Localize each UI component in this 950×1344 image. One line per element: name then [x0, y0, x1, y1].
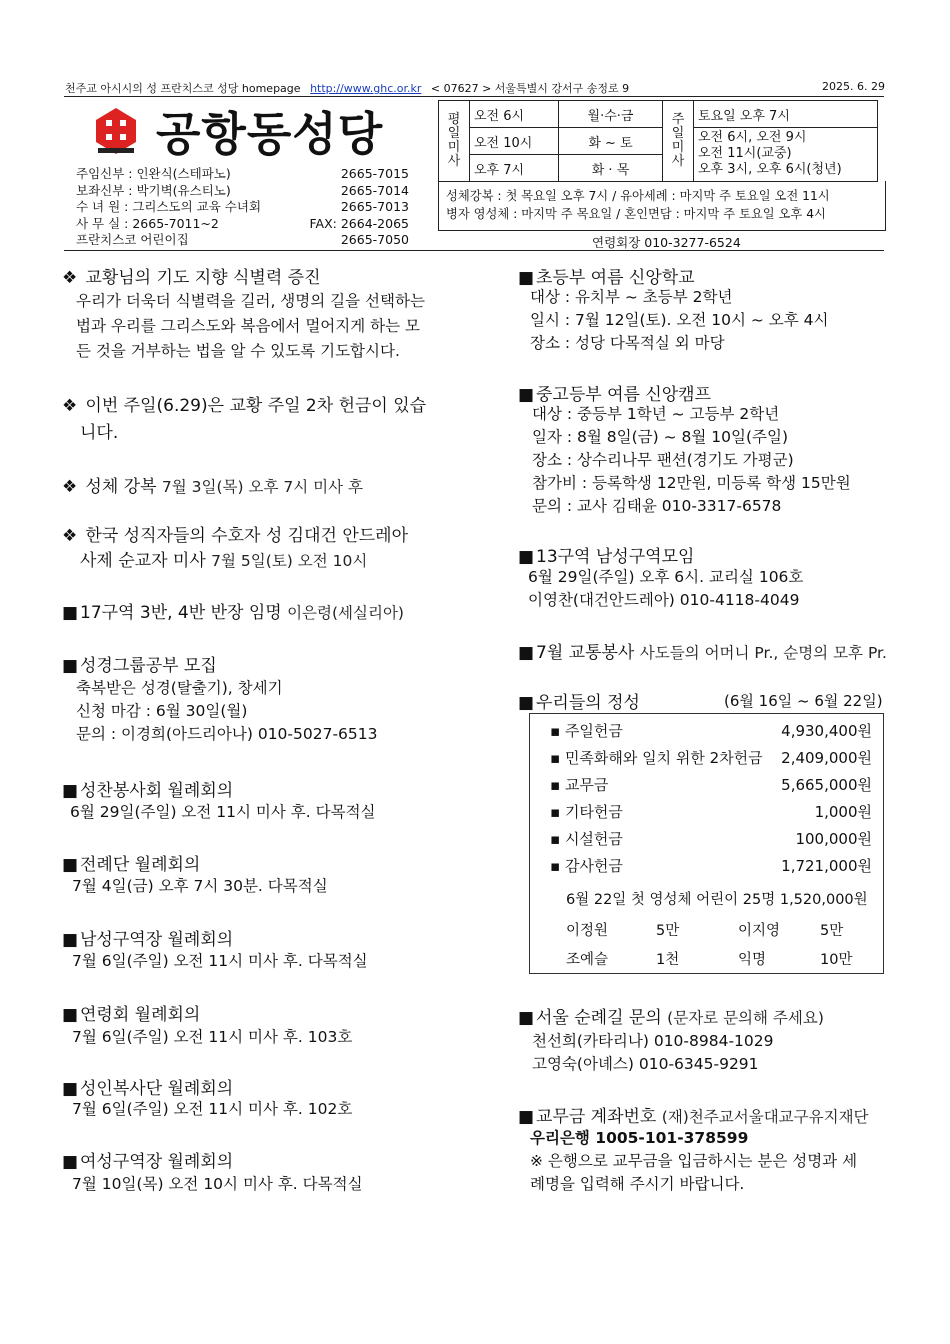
bank-account: 우리은행 1005-101-378599: [530, 1129, 749, 1147]
notice-body: 대상 : 중등부 1학년 ~ 고등부 2학년 일자 : 8월 8일(금) ~ 8월 10일(주일) 장소 : 상수리나무 팬션(경기도 가평군) 참가비 : 등록학생 12만원, 미등록 학생 15만원 문의 : 교사 김태윤 010-3317-6578: [532, 405, 851, 515]
weekday-mass-label: 평 일 미 사: [439, 101, 470, 182]
notice-body: 7월 6일(주일) 오전 11시 미사 후. 103호: [72, 1028, 353, 1046]
weekday-days: 화 ~ 토: [559, 128, 663, 155]
header-divider: [64, 96, 884, 97]
saturday-mass: 토요일 오후 7시: [694, 101, 878, 128]
notice-title: ■ 여성구역장 월례회의: [62, 1152, 234, 1172]
notice-title: ■ 성찬봉사회 월례회의: [62, 781, 234, 801]
notice-title: ■ 7월 교통봉사 사도들의 어머니 Pr., 순명의 모후 Pr.: [518, 643, 887, 663]
sunday-mass-label: 주 일 미 사: [663, 101, 694, 182]
notice-title: ■ 성경그룹공부 모집: [62, 656, 217, 676]
notice-title: ■ 성인복사단 월례회의: [62, 1079, 234, 1099]
offering-row: ▪ 시설헌금 100,000원: [550, 830, 872, 848]
parish-info-line: [65, 80, 629, 96]
notice-title: ■ 교무금 계좌번호 (재)천주교서울대교구유지재단: [518, 1107, 869, 1127]
notice-title: ❖ 교황님의 기도 지향 식별력 증진: [62, 268, 321, 288]
notice-body: 7월 6일(주일) 오전 11시 미사 후. 102호: [72, 1100, 353, 1118]
notice-body: 7월 4일(금) 오후 7시 30분. 다목적실: [72, 877, 328, 895]
notice-body: ※ 은행으로 교무금을 입금하시는 분은 성명과 세 례명을 입력해 주시기 바랍니다.: [530, 1152, 858, 1193]
notice-body: 7월 10일(목) 오전 10시 미사 후. 다목적실: [72, 1175, 363, 1193]
notice-title: ■ 중고등부 여름 신앙캠프: [518, 385, 712, 405]
sacrament-info: [440, 187, 884, 223]
notice-title: ■ 17구역 3반, 4반 반장 임명 이은령(세실리아): [62, 603, 404, 623]
staff-row: 수 녀 원 : 그리스도의 교육 수녀회 2665-7013: [76, 199, 409, 215]
info-line: 병자 영성체 : 마지막 주 목요일 / 혼인면담 : 마지막 주 토요일 오후 4시: [446, 207, 826, 221]
notice-title: ❖ 한국 성직자들의 수호자 성 김대건 안드레아: [62, 526, 409, 546]
page-title: 공항동성당: [156, 107, 384, 161]
notice-body: 6월 29일(주일) 오전 11시 미사 후. 다목적실: [70, 803, 376, 821]
offering-row: ▪ 감사헌금 1,721,000원: [550, 857, 872, 875]
offering-row: ▪ 교무금 5,665,000원: [550, 776, 872, 794]
notice-title: ■ 연령회 월례회의: [62, 1005, 201, 1025]
notice-title: ❖ 이번 주일(6.29)은 교황 주일 2차 헌금이 있습: [62, 396, 427, 416]
notice-title: ■ 우리들의 정성: [518, 693, 640, 713]
mass-schedule-table: [438, 100, 878, 182]
staff-row: 프란치스코 어린이집 2665-7050: [76, 232, 409, 248]
offering-row: ▪ 주일헌금 4,930,400원: [550, 722, 872, 740]
notice-title-cont: 니다.: [80, 423, 119, 443]
notice-title: ■ 13구역 남성구역모임: [518, 547, 695, 567]
weekday-days: 화 · 목: [559, 155, 663, 182]
first-communion-note: 6월 22일 첫 영성체 어린이 25명 1,520,000원: [566, 892, 868, 908]
offering-period: (6월 16일 ~ 6월 22일): [724, 692, 883, 710]
notice-body: 천선희(카타리나) 010-8984-1029 고영숙(아녜스) 010-6345-9291: [532, 1032, 774, 1073]
staff-row: 사 무 실 : 2665-7011~2 FAX: 2664-2065: [76, 215, 409, 231]
notice-title: ■ 서울 순례길 문의 (문자로 문의해 주세요): [518, 1008, 824, 1028]
notice-body: 축복받은 성경(탈출기), 창세기 신청 마감 : 6월 30일(월) 문의 : 이경희(아드리아나) 010-5027-6513: [76, 679, 378, 743]
weekday-time: 오전 6시: [470, 101, 559, 128]
address: < 07627 > 서울특별시 강서구 송정로 9: [430, 82, 630, 95]
staff-directory: [76, 166, 421, 249]
notice-body: 7월 6일(주일) 오전 11시 미사 후. 다목적실: [72, 952, 368, 970]
notice-title-cont: 사제 순교자 미사 7월 5일(토) 오전 10시: [80, 551, 368, 571]
offering-table: ▪ 주일헌금 4,930,400원 ▪ 민족화해와 일치 위한 2차헌금 2,409,000원 ▪ 교무금 5,665,000원 ▪ 기타헌금 1,000원 ▪ 시설헌금 100,000원 ▪ 감사헌금 1,721,000원 6월 22일 첫 영성체 어린이 25명 1,520,000원 이정원 5만 이지영 5만 조예슬 1천 익명 10만: [529, 713, 884, 974]
weekday-time: 오전 10시: [470, 128, 559, 155]
notice-body: 6월 29일(주일) 오후 6시. 교리실 106호 이영찬(대건안드레아) 010-4118-4049: [528, 568, 804, 609]
weekday-days: 월·수·금: [559, 101, 663, 128]
sunday-mass-times: 오전 6시, 오전 9시 오전 11시(교중) 오후 3시, 오후 6시(청년): [694, 128, 878, 182]
homepage-label: homepage: [241, 82, 301, 95]
notice-title: ❖ 성체 강복 7월 3일(목) 오후 7시 미사 후: [62, 477, 363, 497]
offering-row: ▪ 민족화해와 일치 위한 2차헌금 2,409,000원: [550, 749, 872, 767]
parish-logo-icon: [92, 106, 140, 156]
notice-title: ■ 남성구역장 월례회의: [62, 930, 234, 950]
staff-row: 보좌신부 : 박기벽(유스티노) 2665-7014: [76, 182, 409, 198]
weekday-time: 오후 7시: [470, 155, 559, 182]
funeral-assoc-contact: 연령회장 010-3277-6524: [592, 235, 741, 250]
info-line: 성체강복 : 첫 목요일 오후 7시 / 유아세례 : 마지막 주 토요일 오전 11시: [446, 189, 830, 203]
notice-title: ■ 전례단 월례회의: [62, 855, 201, 875]
offering-row: ▪ 기타헌금 1,000원: [550, 803, 872, 821]
section-divider: [64, 250, 884, 251]
parish-name: 천주교 아시시의 성 프란치스코 성당: [65, 82, 239, 95]
issue-date: 2025. 6. 29: [822, 80, 885, 93]
notice-body: 대상 : 유치부 ~ 초등부 2학년 일시 : 7월 12일(토). 오전 10시 ~ 오후 4시 장소 : 성당 다목적실 외 마당: [530, 288, 829, 352]
notice-title: ■ 초등부 여름 신앙학교: [518, 268, 695, 288]
notice-body: 우리가 더욱더 식별력을 길러, 생명의 길을 선택하는 법과 우리를 그리스도와 복음에서 멀어지게 하는 모 든 것을 거부하는 법을 알 수 있도록 기도합시다.: [76, 292, 425, 360]
homepage-link[interactable]: http://www.ghc.or.kr: [310, 82, 422, 95]
staff-row: 주임신부 : 인완식(스테파노) 2665-7015: [76, 166, 409, 181]
